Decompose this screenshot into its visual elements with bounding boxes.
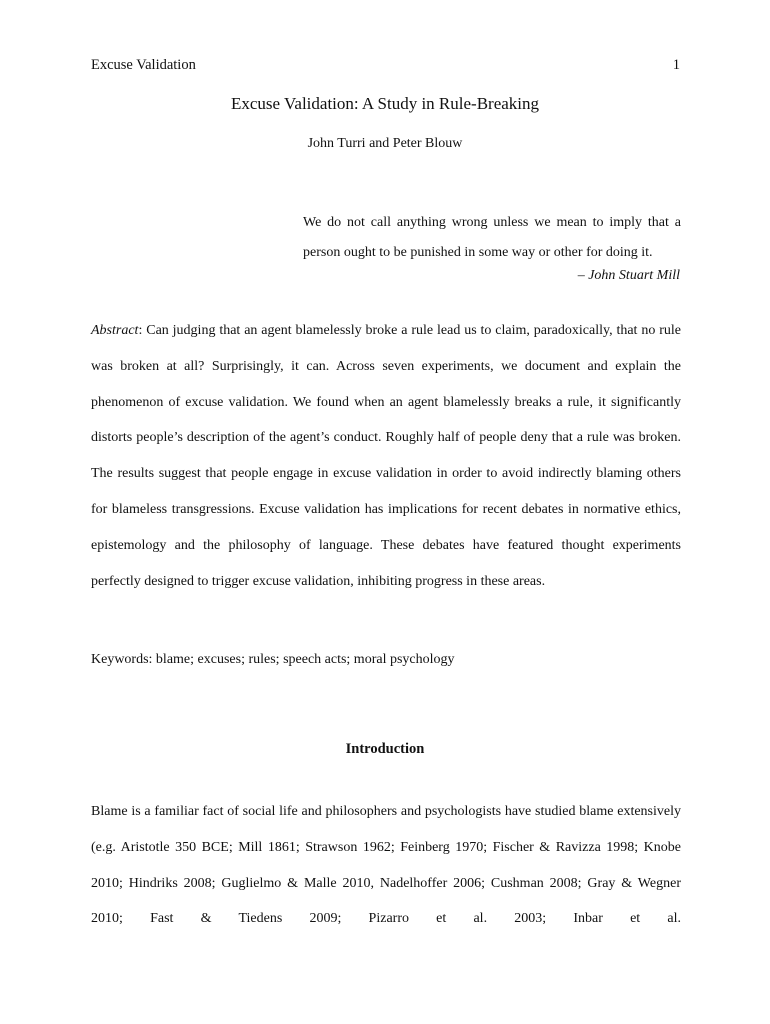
- paper-title: Excuse Validation: A Study in Rule-Breaking: [230, 94, 540, 113]
- introduction-paragraph: Blame is a familiar fact of social life and philosophers and psychologists have studied blame extensively (e.g. Aristotle 350 BCE; Mill 1861; Strawson 1962; Feinberg 1970; Fischer & Ravizza 1998; Knobe 2010; Hindriks 2008; Guglielmo & Malle 2010, Nadelhoffer 2006; Cushman 2008; Gray & Wegner 2010; Fast & Tiedens 2009; Pizarro et al. 2003; Inbar et al.: [91, 804, 681, 927]
- author-list: John Turri and Peter Blouw: [307, 136, 463, 151]
- epigraph: [303, 208, 681, 268]
- section-heading-introduction: Introduction: [345, 741, 425, 757]
- abstract-text: : Can judging that an agent blamelessly broke a rule lead us to claim, paradoxically, that no rule was broken at all? Surprisingly, it can. Across seven experiments, we document and explain the phenomenon of excuse validation. We found when an agent blamelessly breaks a rule, it significantly distorts people’s description of the agent’s conduct. Roughly half of people deny that a rule was broken. The results suggest that people engage in excuse validation in order to avoid indirectly blaming others for blameless transgressions. Excuse validation has implications for recent debates in normative ethics, epistemology and the philosophy of language. These debates have featured thought experiments perfectly designed to trigger excuse validation, inhibiting progress in these areas.: [91, 323, 681, 589]
- page-number: 1: [672, 57, 680, 73]
- abstract-label: Abstract: [91, 323, 139, 338]
- epigraph-attribution: – John Stuart Mill: [577, 268, 680, 283]
- abstract: [91, 313, 681, 599]
- epigraph-quote: We do not call anything wrong unless we mean to imply that a person ought to be punished in some way or other for doing it.: [303, 215, 681, 260]
- running-head: Excuse Validation: [91, 57, 196, 73]
- keywords: Keywords: blame; excuses; rules; speech acts; moral psychology: [91, 652, 455, 667]
